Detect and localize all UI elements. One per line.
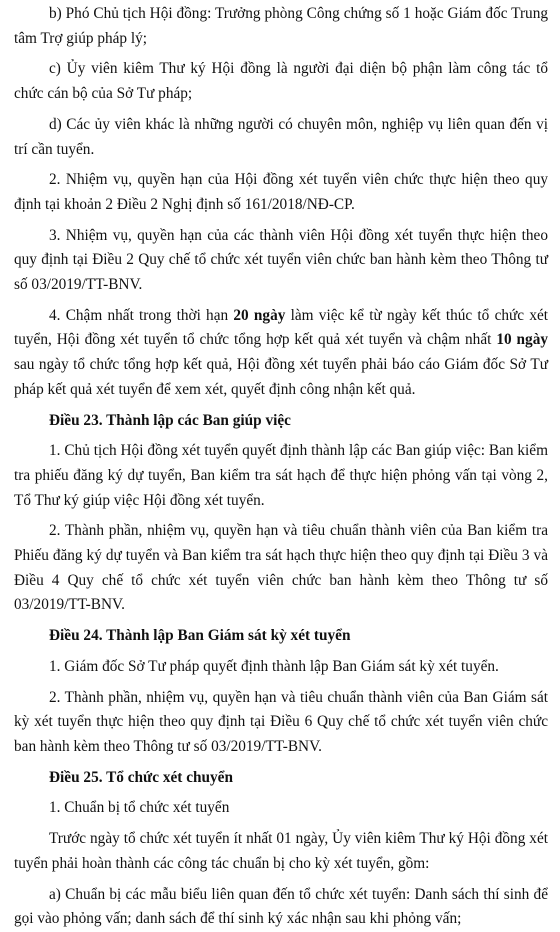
paragraph-deadline <box>14 304 548 403</box>
paragraph-supervision-board: 1. Giám đốc Sở Tư pháp quyết định thành lập Ban Giám sát kỳ xét tuyển. <box>49 657 499 675</box>
heading-article-24: Điều 24. Thành lập Ban Giám sát kỳ xét tuyển <box>49 627 351 645</box>
paragraph-member-duties: 3. Nhiệm vụ, quyền hạn của các thành viên Hội đồng xét tuyển thực hiện theo quy định tại Điều 2 Quy chế tổ chức xét tuyển viên chức ban hành kèm theo Thông tư số 03/2019/TT-BNV. <box>14 226 548 294</box>
paragraph-assist-boards: 1. Chủ tịch Hội đồng xét tuyển quyết định thành lập các Ban giúp việc: Ban kiểm tra phiếu đăng ký dự tuyển, Ban kiểm tra sát hạch để thực hiện phỏng vấn tại vòng 2, Tổ Thư ký giúp việc Hội đồng xét tuyển. <box>14 442 548 509</box>
paragraph-preparation-deadline: Trước ngày tổ chức xét tuyển ít nhất 01 ngày, Ủy viên kiêm Thư ký Hội đồng xét tuyển phải hoàn thành các công tác chuẩn bị cho kỳ xét tuyển, gồm: <box>14 830 548 872</box>
heading-article-25: Điều 25. Tổ chức xét chuyển <box>49 768 233 786</box>
paragraph-board-composition: 2. Thành phần, nhiệm vụ, quyền hạn và tiêu chuẩn thành viên của Ban kiểm tra Phiếu đăng ký dự tuyển và Ban kiểm tra sát hạch thực hiện theo quy định tại Điều 3 và Điều 4 Quy chế tổ chức xét tuyển viên chức ban hành kèm theo Thông tư số 03/2019/TT-BNV. <box>14 522 548 614</box>
paragraph-preparation: 1. Chuẩn bị tổ chức xét tuyển <box>49 799 230 817</box>
deadline-text-2: làm việc kể từ ngày kết thúc tổ chức xét tuyển, Hội đồng xét tuyển tổ chức tổng hợp kết quả xét tuyển và chậm nhất <box>14 306 549 349</box>
deadline-days-20: 20 ngày <box>233 306 286 324</box>
paragraph-supervision-composition: 2. Thành phần, nhiệm vụ, quyền hạn và tiêu chuẩn thành viên của Ban Giám sát kỳ xét tuyển thực hiện theo quy định tại Điều 6 Quy chế tổ chức xét tuyển viên chức ban hành kèm theo Thông tư số 03/2019/TT-BNV. <box>14 688 548 755</box>
deadline-text-1: 4. Chậm nhất trong thời hạn <box>49 306 234 324</box>
paragraph-council-duties: 2. Nhiệm vụ, quyền hạn của Hội đồng xét tuyển viên chức thực hiện theo quy định tại khoản 2 Điều 2 Nghị định số 161/2018/NĐ-CP. <box>14 171 548 213</box>
deadline-days-10: 10 ngày <box>496 331 548 349</box>
paragraph-other-members: d) Các ủy viên khác là những người có chuyên môn, nghiệp vụ liên quan đến vị trí cần tuyển. <box>14 115 548 158</box>
heading-article-23: Điều 23. Thành lập các Ban giúp việc <box>49 411 291 429</box>
paragraph-secretary: c) Ủy viên kiêm Thư ký Hội đồng là người đại diện bộ phận làm công tác tổ chức cán bộ của Sở Tư pháp; <box>14 60 548 103</box>
paragraph-vice-chair: b) Phó Chủ tịch Hội đồng: Trưởng phòng Công chứng số 1 hoặc Giám đốc Trung tâm Trợ giúp pháp lý; <box>14 5 548 47</box>
paragraph-forms: a) Chuẩn bị các mẫu biểu liên quan đến tổ chức xét tuyển: Danh sách thí sinh để gọi vào phỏng vấn; danh sách để thí sinh ký xác nhận sau khi phỏng vấn; <box>14 885 548 928</box>
deadline-text-3: sau ngày tổ chức tổng hợp kết quả, Hội đồng xét tuyển phải báo cáo Giám đốc Sở Tư pháp kết quả xét tuyển để xem xét, quyết định công nhận kết quả. <box>14 356 548 398</box>
